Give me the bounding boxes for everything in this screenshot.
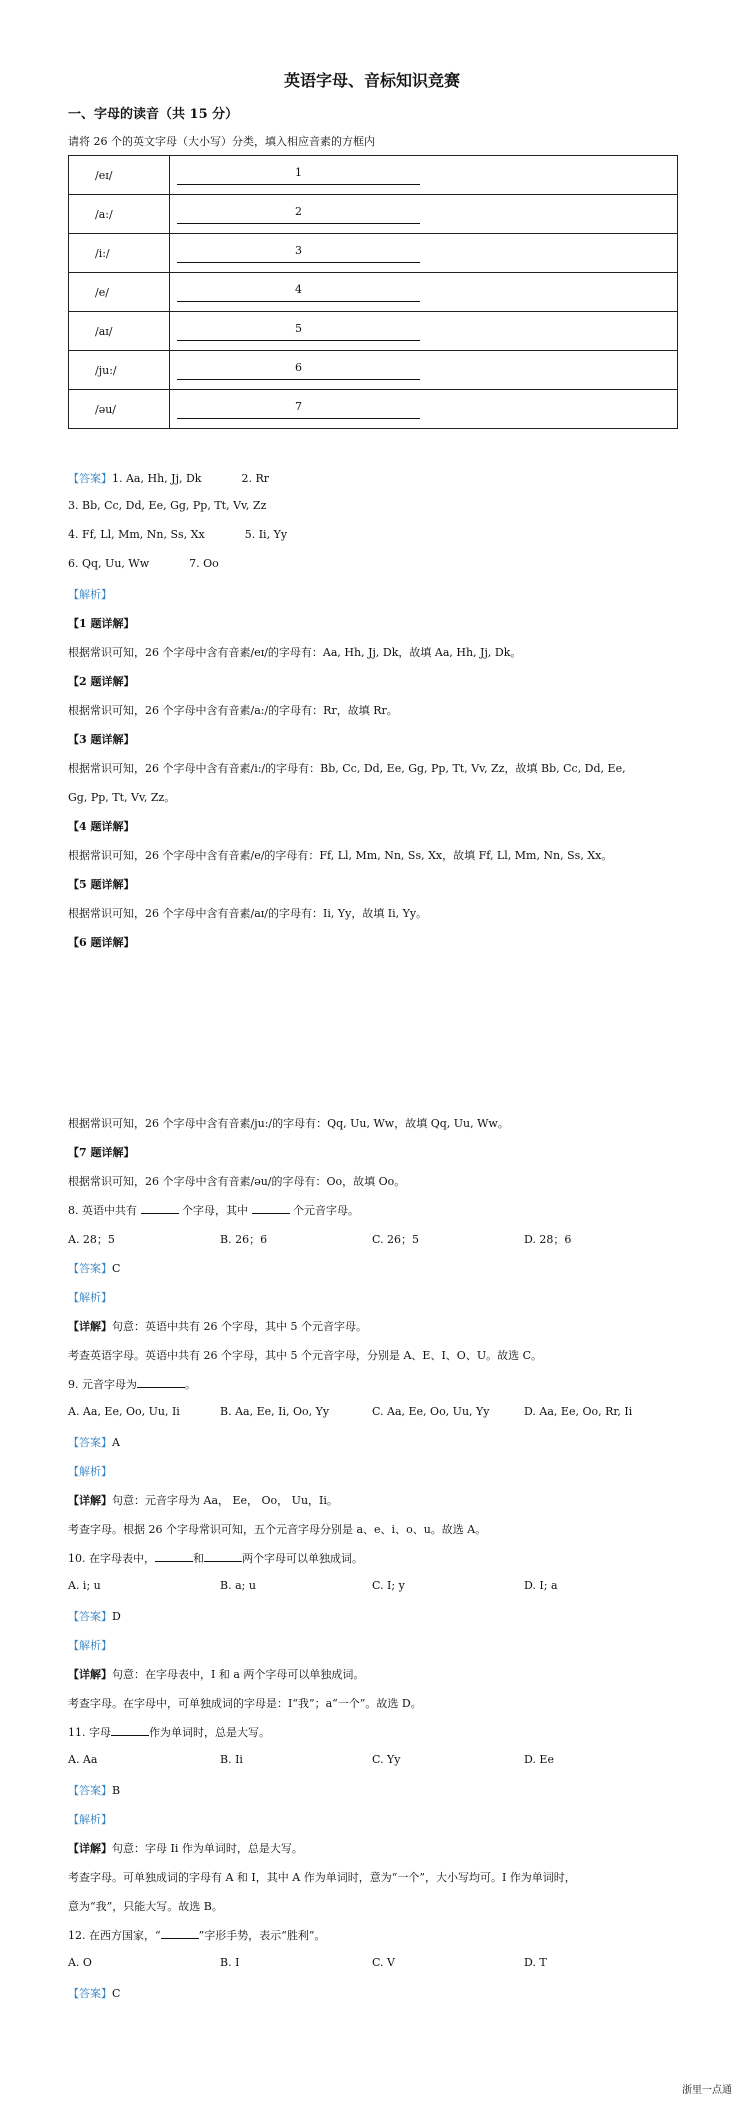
blank[interactable] (204, 1551, 242, 1562)
question-11 (68, 1724, 270, 1740)
answer-tag: 【答案】 (68, 1987, 112, 2000)
detail-text: 根据常识可知，26 个字母中含有音素/aɪ/的字母有：Ii, Yy，故填 Ii, Yy。 (68, 907, 428, 920)
phoneme-table (68, 155, 678, 429)
option-d[interactable]: D. I; a (524, 1579, 558, 1592)
blank[interactable] (155, 1551, 193, 1562)
blank-number: 7 (295, 400, 302, 413)
question-text: 和 (193, 1552, 204, 1565)
section-heading: 一、字母的读音（共 15 分） (68, 107, 239, 122)
question-text: 个元音字母。 (293, 1204, 359, 1217)
answer-tag: 【答案】 (68, 1610, 112, 1623)
answer-tag: 【答案】 (68, 1262, 112, 1275)
question-text: 9. 元音字母为 (68, 1378, 137, 1391)
detail-text: 根据常识可知，26 个字母中含有音素/ju:/的字母有：Qq, Uu, Ww，故填 Qq, Uu, Ww。 (68, 1117, 509, 1130)
explanation-text: 意为“我”，只能大写。故选 B。 (68, 1900, 223, 1913)
phoneme-symbol: /i:/ (69, 234, 170, 273)
answer-6: 6. Qq, Uu, Ww (68, 557, 150, 570)
option-a[interactable]: A. i; u (68, 1579, 101, 1592)
detail-heading: 【4 题详解】 (68, 820, 135, 833)
blank[interactable] (252, 1203, 290, 1214)
analysis-tag: 【解析】 (68, 1291, 112, 1304)
answer-line (68, 1782, 120, 1798)
option-b[interactable]: B. Aa, Ee, Ii, Oo, Yy (220, 1405, 330, 1418)
answer-cell (170, 390, 678, 429)
answer-3: 3. Bb, Cc, Dd, Ee, Gg, Pp, Tt, Vv, Zz (68, 499, 267, 512)
option-d[interactable]: D. T (524, 1956, 547, 1969)
phoneme-symbol: /eɪ/ (69, 156, 170, 195)
answer-2: 2. Rr (241, 472, 270, 485)
analysis-tag: 【解析】 (68, 1639, 112, 1652)
answer-cell (170, 234, 678, 273)
option-a[interactable]: A. 28；5 (68, 1233, 115, 1246)
detail-text: Gg, Pp, Tt, Vv, Zz。 (68, 791, 176, 804)
blank-number: 6 (295, 361, 302, 374)
answer-line (68, 1985, 120, 2001)
answer-tag: 【答案】 (68, 1784, 112, 1797)
detail-text: 句意：英语中共有 26 个字母，其中 5 个元音字母。 (112, 1320, 367, 1333)
answer-value: B (112, 1784, 121, 1797)
detail-text: 句意：元音字母为 Aa， Ee， Oo， Uu，Ii。 (112, 1494, 338, 1507)
detail-text: 根据常识可知，26 个字母中含有音素/a:/的字母有：Rr，故填 Rr。 (68, 704, 398, 717)
question-text: 12. 在西方国家，“ (68, 1929, 161, 1942)
blank-number: 1 (295, 166, 302, 179)
option-c[interactable]: C. 26；5 (372, 1233, 420, 1246)
detail-text: 根据常识可知，26 个字母中含有音素/eɪ/的字母有：Aa, Hh, Jj, Dk，故填 Aa, Hh, Jj, Dk。 (68, 646, 522, 659)
question-text: ”字形手势，表示“胜利”。 (198, 1929, 326, 1942)
question-8 (68, 1202, 359, 1218)
blank[interactable] (161, 1928, 199, 1939)
question-text: 8. 英语中共有 (68, 1204, 137, 1217)
question-12 (68, 1927, 326, 1943)
answer-cell (170, 312, 678, 351)
detail-heading: 【5 题详解】 (68, 878, 135, 891)
question-text: 。 (185, 1378, 196, 1391)
phoneme-symbol: /ju:/ (69, 351, 170, 390)
answer-blank[interactable] (177, 282, 420, 302)
table-row (69, 234, 678, 273)
instruction-text: 请将 26 个的英文字母（大小写）分类，填入相应音素的方框内 (68, 135, 375, 148)
explanation-text: 考查字母。可单独成词的字母有 A 和 I，其中 A 作为单词时，意为“一个”，大小写均可。I 作为单词时， (68, 1871, 576, 1884)
page-title: 英语字母、音标知识竞赛 (283, 71, 460, 90)
analysis-tag: 【解析】 (68, 1465, 112, 1478)
answer-cell (170, 195, 678, 234)
phoneme-symbol: /əu/ (69, 390, 170, 429)
question-10 (68, 1550, 363, 1566)
detail-line (68, 1492, 338, 1508)
explanation-text: 考查英语字母。英语中共有 26 个字母，其中 5 个元音字母，分别是 A、E、I、O、U。故选 C。 (68, 1349, 542, 1362)
answer-line (68, 557, 219, 570)
phoneme-symbol: /e/ (69, 273, 170, 312)
answer-value: D (112, 1610, 121, 1623)
option-d[interactable]: D. Ee (524, 1753, 554, 1766)
phoneme-symbol: /aɪ/ (69, 312, 170, 351)
answer-line (68, 1608, 121, 1624)
answer-line (68, 528, 287, 541)
answer-line (68, 1434, 120, 1450)
option-b[interactable]: B. I (220, 1956, 240, 1969)
answer-cell (170, 351, 678, 390)
detail-line (68, 1840, 303, 1856)
table-row (69, 312, 678, 351)
option-a[interactable]: A. Aa (68, 1753, 98, 1766)
answer-blank[interactable] (177, 204, 420, 224)
answer-line (68, 1260, 120, 1276)
blank-number: 4 (295, 283, 302, 296)
option-c[interactable]: C. V (372, 1956, 395, 1969)
table-row (69, 390, 678, 429)
analysis-tag: 【解析】 (68, 1813, 112, 1826)
question-text: 作为单词时，总是大写。 (149, 1726, 270, 1739)
table-row (69, 156, 678, 195)
detail-heading: 【2 题详解】 (68, 675, 135, 688)
answer-value: C (112, 1987, 121, 2000)
question-text: 个字母，其中 (182, 1204, 248, 1217)
option-d[interactable]: D. 28；6 (524, 1233, 572, 1246)
detail-text: 根据常识可知，26 个字母中含有音素/əu/的字母有：Oo，故填 Oo。 (68, 1175, 406, 1188)
detail-heading: 【6 题详解】 (68, 936, 135, 949)
detail-tag: 【详解】 (68, 1668, 112, 1681)
answer-tag: 【答案】 (68, 472, 112, 485)
blank[interactable] (141, 1203, 179, 1214)
option-a[interactable]: A. O (68, 1956, 92, 1969)
detail-tag: 【详解】 (68, 1320, 112, 1333)
analysis-tag: 【解析】 (68, 588, 112, 601)
detail-heading: 【1 题详解】 (68, 617, 135, 630)
blank-number: 2 (295, 205, 302, 218)
answer-tag: 【答案】 (68, 1436, 112, 1449)
question-9 (68, 1376, 196, 1392)
option-a[interactable]: A. Aa, Ee, Oo, Uu, Ii (68, 1405, 180, 1418)
answer-blank[interactable] (177, 165, 420, 185)
answer-cell (170, 273, 678, 312)
explanation-text: 考查字母。根据 26 个字母常识可知，五个元音字母分别是 a、e、i、o、u。故选 A。 (68, 1523, 487, 1536)
detail-tag: 【详解】 (68, 1842, 112, 1855)
answer-7: 7. Oo (189, 557, 219, 570)
option-b[interactable]: B. a; u (220, 1579, 256, 1592)
option-b[interactable]: B. 26；6 (220, 1233, 268, 1246)
answer-value: A (112, 1436, 120, 1449)
answer-cell (170, 156, 678, 195)
detail-text: 句意：在字母表中，I 和 a 两个字母可以单独成词。 (112, 1668, 365, 1681)
answer-1: 1. Aa, Hh, Jj, Dk (112, 472, 202, 485)
table-row (69, 195, 678, 234)
answer-line (68, 470, 269, 486)
blank-number: 5 (295, 322, 302, 335)
question-text: 10. 在字母表中， (68, 1552, 155, 1565)
answer-blank[interactable] (177, 243, 420, 263)
answer-blank[interactable] (177, 399, 420, 419)
table-row (69, 351, 678, 390)
option-c[interactable]: C. I; y (372, 1579, 405, 1592)
question-text: 两个字母可以单独成词。 (242, 1552, 363, 1565)
explanation-text: 考查字母。在字母中，可单独成词的字母是：I“我”；a“一个”。故选 D。 (68, 1697, 422, 1710)
detail-line (68, 1666, 364, 1682)
blank[interactable] (137, 1377, 185, 1388)
detail-text: 根据常识可知，26 个字母中含有音素/i:/的字母有：Bb, Cc, Dd, Ee, Gg, Pp, Tt, Vv, Zz，故填 Bb, Cc, Dd, Ee, (68, 762, 626, 775)
answer-5: 5. Ii, Yy (244, 528, 288, 541)
detail-text: 根据常识可知，26 个字母中含有音素/e/的字母有：Ff, Ll, Mm, Nn, Ss, Xx，故填 Ff, Ll, Mm, Nn, Ss, Xx。 (68, 849, 613, 862)
option-d[interactable]: D. Aa, Ee, Oo, Rr, Ii (524, 1405, 633, 1418)
footer-brand: 浙里一点通 (682, 2085, 732, 2096)
detail-heading: 【7 题详解】 (68, 1146, 135, 1159)
answer-value: C (112, 1262, 121, 1275)
option-b[interactable]: B. Ii (220, 1753, 243, 1766)
blank[interactable] (111, 1725, 149, 1736)
answer-4: 4. Ff, Ll, Mm, Nn, Ss, Xx (68, 528, 205, 541)
detail-text: 句意：字母 Ii 作为单词时，总是大写。 (112, 1842, 303, 1855)
option-c[interactable]: C. Aa, Ee, Oo, Uu, Yy (372, 1405, 490, 1418)
option-c[interactable]: C. Yy (372, 1753, 401, 1766)
detail-line (68, 1318, 367, 1334)
table-row (69, 273, 678, 312)
answer-blank[interactable] (177, 321, 420, 341)
detail-heading: 【3 题详解】 (68, 733, 135, 746)
blank-number: 3 (295, 244, 302, 257)
phoneme-symbol: /a:/ (69, 195, 170, 234)
answer-blank[interactable] (177, 360, 420, 380)
question-text: 11. 字母 (68, 1726, 111, 1739)
detail-tag: 【详解】 (68, 1494, 112, 1507)
